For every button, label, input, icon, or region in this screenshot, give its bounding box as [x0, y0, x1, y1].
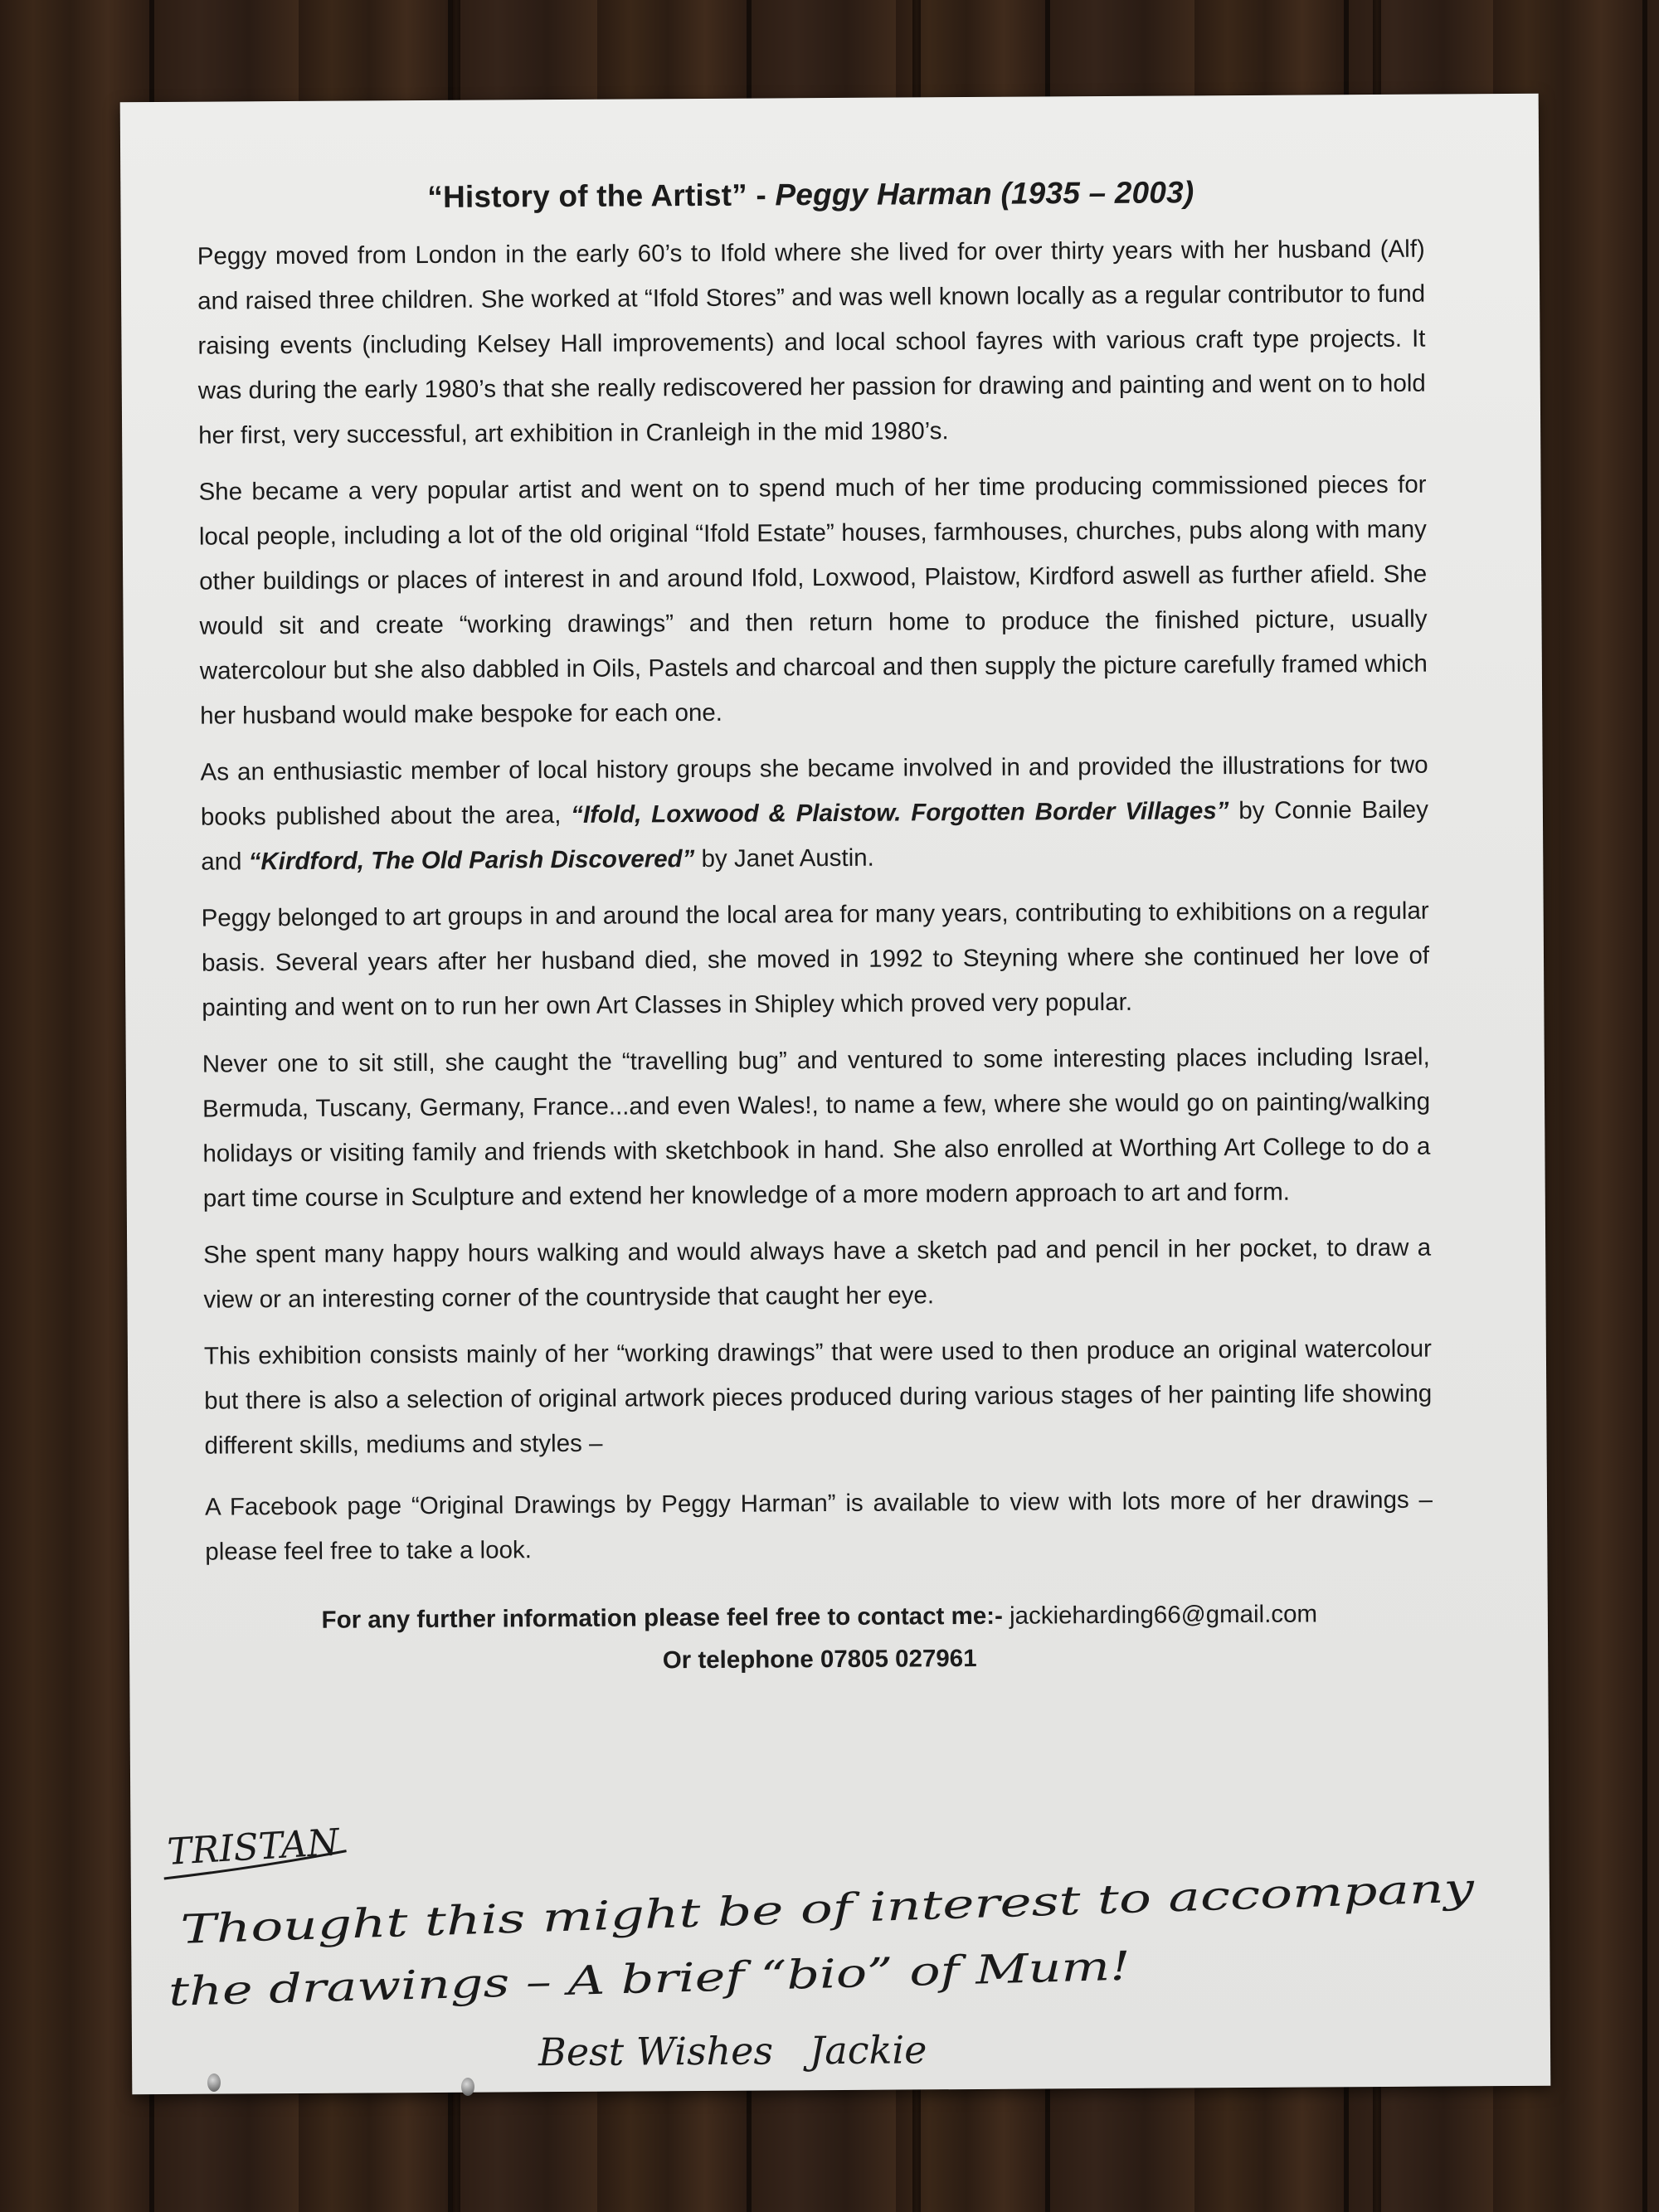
note-line-3: Best Wishes Jackie [538, 2027, 927, 2075]
contact-lead: For any further information please feel free to contact me:- [321, 1602, 1010, 1634]
document-title [197, 174, 1424, 216]
books-intro: As an enthusiastic member of local history groups she became involved in and provided the illustrations for two books published about the area, [200, 751, 1428, 831]
book-title-kirdford: “Kirdford, The Old Parish Discovered” [248, 845, 695, 876]
note-greeting: TRISTAN [166, 1821, 341, 1874]
handwritten-note [130, 1819, 1550, 2093]
pin-bottom-left [207, 2073, 221, 2092]
book-title-ifold: “Ifold, Loxwood & Plaistow. Forgotten Border Villages” [571, 797, 1229, 829]
paragraph-exhibition: This exhibition consists mainly of her “working drawings” that were used to then produce an original watercolour but there is also a selection of original artwork pieces produced during various stages of her painting life showing different skills, mediums and styles – [203, 1334, 1433, 1460]
paragraph-facebook: A Facebook page “Original Drawings by Peggy Harman” is available to view with lots more of her drawings – please feel free to take a look. [204, 1485, 1433, 1566]
paper-sheet [120, 94, 1551, 2094]
books-end: by Janet Austin. [694, 843, 874, 873]
paragraph-walking: She spent many happy hours walking and would always have a sketch pad and pencil in her pocket, to draw a view or an interesting corner of the countryside that caught her eye. [203, 1233, 1432, 1314]
paragraph-early-life: Peggy moved from London in the early 60’s to Ifold where she lived for over thirty years with her husband (Alf) and raised three children. She worked at “Ifold Stores” and was well known locally as a regular contributor to fund raising events (including Kelsey Hall improvements) and local school fayres with various craft type projects. It was during the early 1980’s that she really rediscovered her passion for drawing and painting and went on to hold her first, very successful, art exhibition in Cranleigh in the mid 1980’s. [197, 235, 1426, 450]
books-mid: by Connie Bailey and [201, 795, 1429, 876]
contact-email-line [206, 1592, 1433, 1642]
note-line-1: Thought this might be of interest to accompany [179, 1875, 1143, 1953]
contact-email: jackieharding66@gmail.com [1009, 1600, 1318, 1630]
title-artist-name: Peggy Harman (1935 – 2003) [775, 175, 1194, 212]
pin-bottom-mid [461, 2078, 474, 2096]
document-body [197, 174, 1433, 1685]
paragraph-travel: Never one to sit still, she caught the “travelling bug” and ventured to some interesting places including Israel, Bermuda, Tuscany, Germany, France...and even Wales!, to name a few, where she would go on painting/walking holidays or visiting family and friends with sketchbook in hand. She also enrolled at Worthing Art College to do a part time course in Sculpture and extend her knowledge of a more modern approach to art and form. [202, 1043, 1431, 1213]
contact-phone: Or telephone 07805 027961 [662, 1644, 977, 1675]
paragraph-art-groups: Peggy belonged to art groups in and around the local area for many years, contributing to exhibitions on a regular basis. Several years after her husband died, she moved in 1992 to Steyning where she continued her love of painting and went on to run her own Art Classes in Shipley which proved very popular. [201, 897, 1430, 1022]
paragraph-commissions: She became a very popular artist and went on to spend much of her time producing commissioned pieces for local people, including a lot of the old original “Ifold Estate” houses, farmhouses, churches, pubs along with many other buildings or places of interest in and around Ifold, Loxwood, Plaistow, Kirdford aswell as further afield. She would sit and create “working drawings” and then return home to produce the finished picture, usually watercolour but she also dabbled in Oils, Pastels and charcoal and then supply the picture carefully framed which her husband would make bespoke for each one. [198, 470, 1428, 730]
note-line-2: the drawings – A brief “bio” of Mum! [168, 1948, 916, 2015]
paragraph-books [200, 743, 1428, 885]
title-main: “History of the Artist” - [427, 177, 776, 214]
handwritten-note-svg [130, 1819, 1550, 2093]
contact-block [206, 1592, 1434, 1685]
